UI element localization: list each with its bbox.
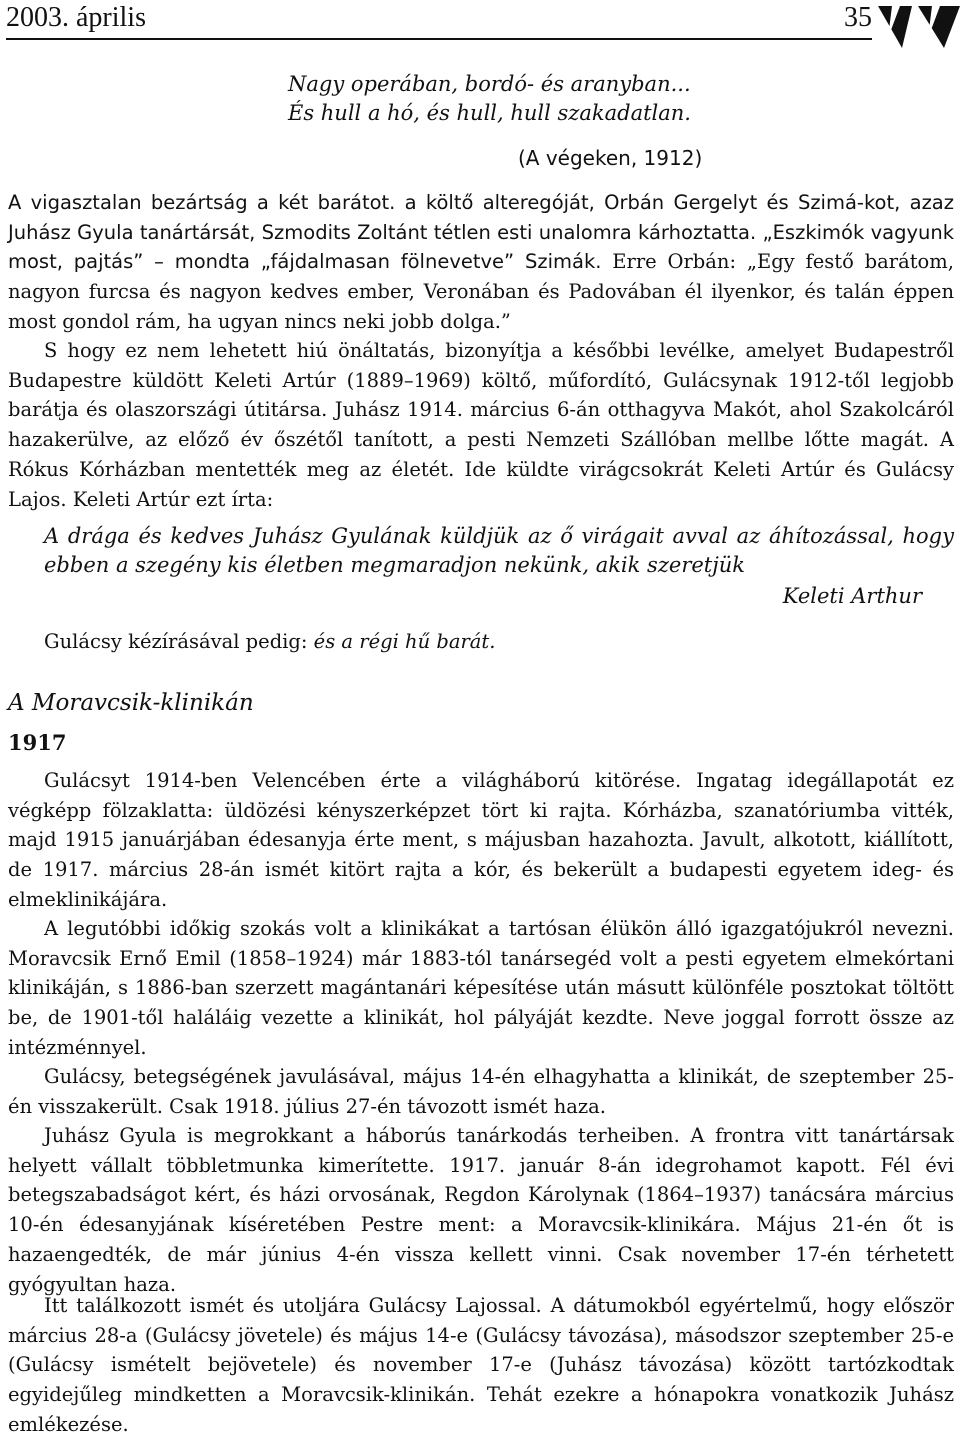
- issue-date: 2003. április: [6, 2, 146, 33]
- section-paragraph-2: A legutóbbi időkig szokás volt a klinikákat a tartósan élükön álló igazgatójukról nevezni. Moravcsik Ernő Emil (1858–1924) már 1883-tól tanársegéd volt a pesti egyetem elmekórtani klinikáján, s 1886-ban szerzett magántanári képesítése után másutt különféle posztokat töltött be, de 1901-től haláláig vezette a klinikát, hol pályáját kezdte. Neve joggal forrott össze az intézménnyel.: [8, 917, 954, 1059]
- page-header: [6, 0, 960, 42]
- intro-continuation: Erre Orbán: „Egy festő barátom, nagyon furcsa és nagyon kedves ember, Veronában és Padovában él ilyenkor, és talán éppen most gondol rám, ha ugyan nincs neki jobb dolga.”: [8, 250, 954, 333]
- intro-paragraph: [8, 188, 954, 337]
- section-paragraph-1: Gulácsyt 1914-ben Velencében érte a világháború kitörése. Ingatag idegállapotát ez végképp fölzaklatta: üldözési kényszerképzet tört ki rajta. Kórházba, szanatóriumba vitték, majd 1915 januárjában édesanyja érte ment, s májusban hazahozta. Javult, alkotott, kiállított, de 1917. március 28-án ismét kitört rajta a kór, és bekerült a budapesti egyetem ideg- és elmeklinikájára.: [8, 769, 954, 911]
- section-paragraph-3: Gulácsy, betegségének javulásával, május 14-én elhagyhatta a klinikát, de szeptember 25-én visszakerült. Csak 1918. július 27-én távozott ismét haza.: [8, 1065, 954, 1118]
- gulacsy-note: [44, 630, 495, 653]
- motto-source: (A végeken, 1912): [518, 146, 703, 170]
- section-paragraph-4: Juhász Gyula is megrokkant a háborús tanárkodás terheiben. A frontra vitt tanártársak helyett vállalt többletmunka kimerítette. 1917. január 8-án idegrohamot kapott. Fél évi betegszabadságot kért, és házi orvosának, Regdon Károlynak (1864–1937) tanácsára március 10-én édesanyjának kíséretében Pestre ment: a Moravcsik-klinikára. Május 21-én őt is hazaengedték, de már június 4-én vissza kellett vinni. Csak november 17-én térhetett gyógyultan haza.: [8, 1124, 954, 1296]
- section-paragraph-5: Itt találkozott ismét és utoljára Gulácsy Lajossal. A dátumokból egyértelmű, hogy először március 28-a (Gulácsy jövetele) és május 14-e (Gulácsy távozása), másodszor szeptember 25-e (Gulácsy ismételt bejövetele) és november 17-e (Juhász távozása) között tartózkodtak egyidejűleg mindketten a Moravcsik-klinikán. Tehát ezekre a hónapokra vonatkozik Juhász emlékezése.: [8, 1294, 954, 1436]
- section-year: 1917: [8, 730, 67, 755]
- motto-line-1: Nagy operában, bordó- és aranyban...: [288, 72, 691, 96]
- intro-text: A vigasztalan bezártság a két barátot. a költő alteregóját, Orbán Gergelyt és Szimá-kot, azaz Juhász Gyula tanártársát, Szmodits Zoltánt tétlen esti unalomra kárhoztatta. „Eszkimók vagyunk most, pajtás” – mondta „fájdalmasan fölnevetve” Szimák.: [8, 191, 954, 274]
- page-number: 35: [844, 2, 872, 33]
- section-title: A Moravcsik-klinikán: [8, 690, 254, 716]
- paragraph-2: S hogy ez nem lehetett hiú önáltatás, bizonyítja a későbbi levélke, amelyet Budapestről Budapestre küldött Keleti Artúr (1889–1969) költő, műfordító, Gulácsynak 1912-től legjobb barátja és olaszországi útitársa. Juhász 1914. március 6-án otthagyva Makót, ahol Szakolcáról hazakerülve, az előző év őszétől tanított, a pesti Nemzeti Szállóban mellbe lőtte magát. A Rókus Kórházban mentették meg az életét. Ide küldte virágcsokrát Keleti Artúr és Gulácsy Lajos. Keleti Artúr ezt írta:: [8, 339, 954, 511]
- header-rule: [6, 38, 872, 40]
- letter-text: A drága és kedves Juhász Gyulának küldjük az ő virágait avval az áhítozással, hogy ebben a szegény kis életben megmaradjon nekünk, akik szeretjük: [44, 524, 954, 577]
- double-chevron-logo-icon: [878, 4, 960, 50]
- motto-line-2: És hull a hó, és hull, hull szakadatlan.: [288, 101, 691, 125]
- gulacsy-prefix: Gulácsy kézírásával pedig:: [44, 630, 308, 653]
- letter-signature: Keleti Arthur: [782, 584, 922, 608]
- gulacsy-quote: és a régi hű barát.: [313, 630, 496, 653]
